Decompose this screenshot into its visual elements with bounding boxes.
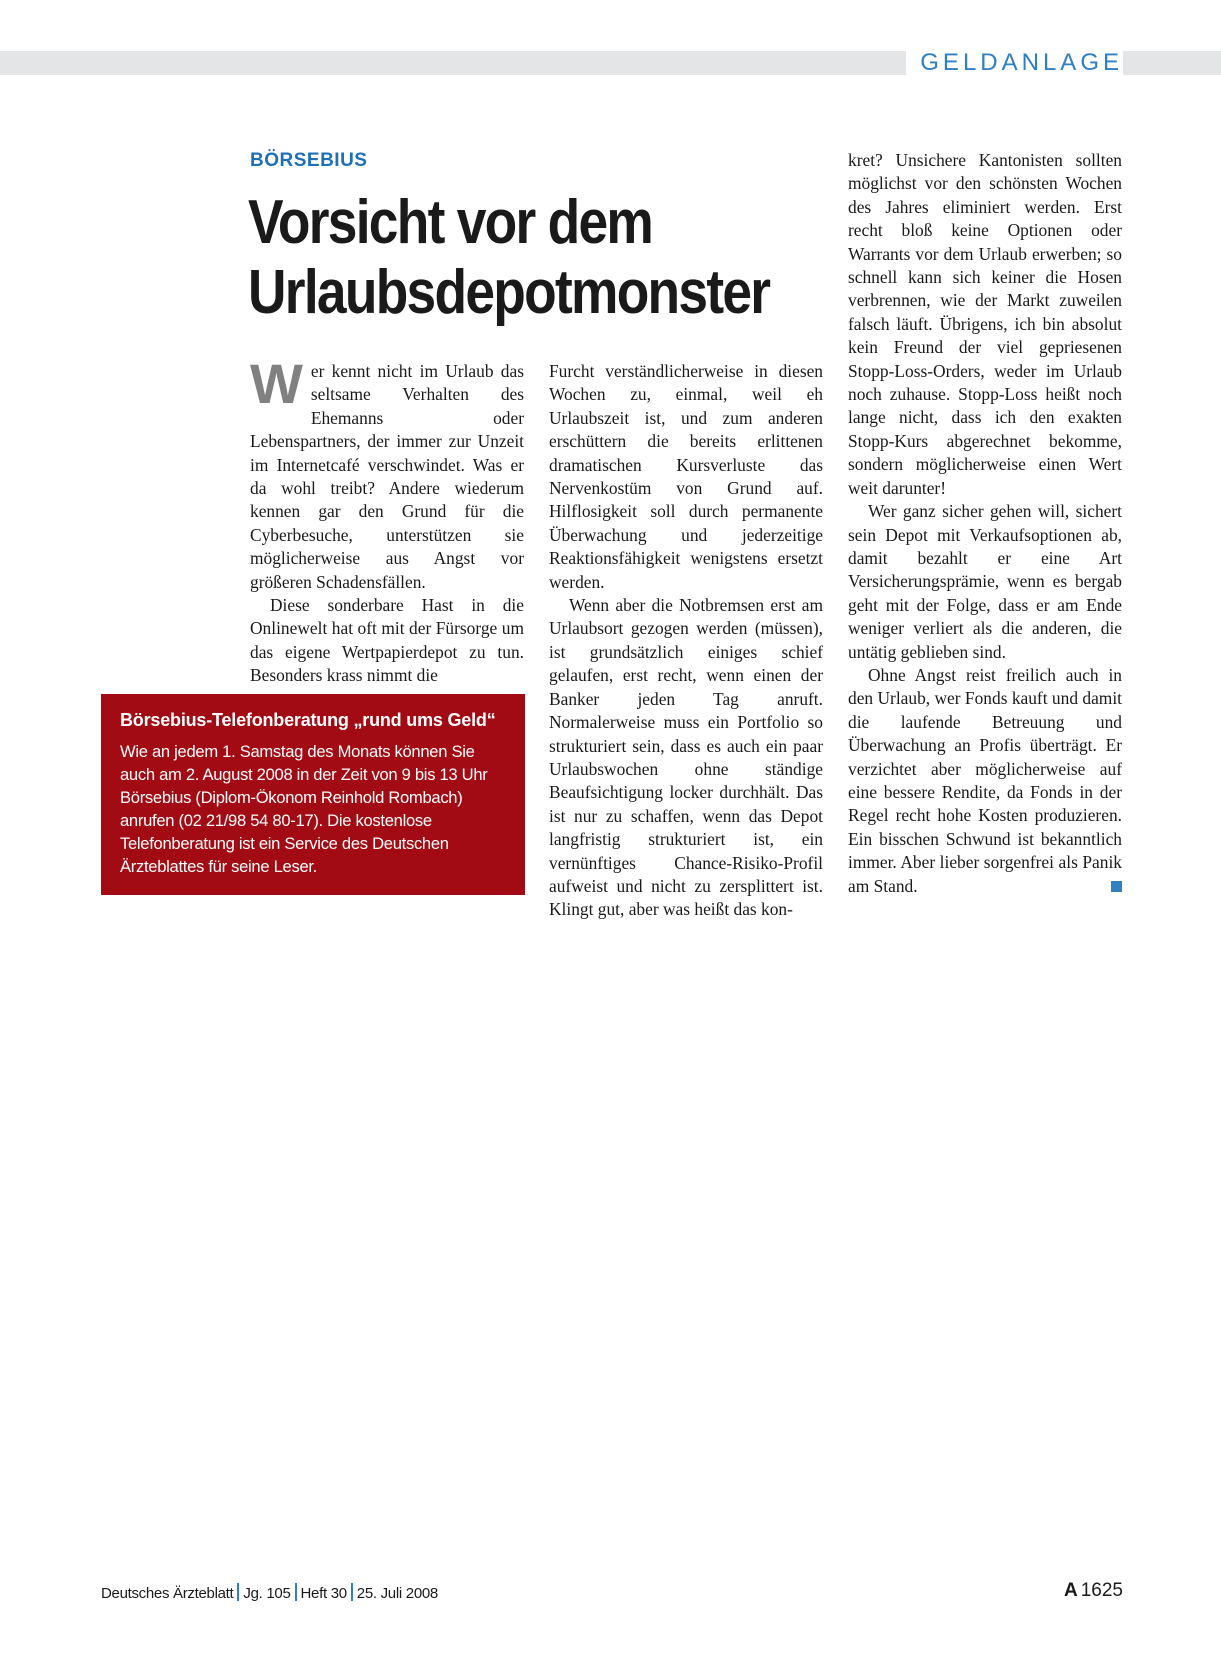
paragraph-text: er kennt nicht im Urlaub das seltsame Verhalten des Ehemanns oder Lebenspartners, der immer zur Unzeit im Internetcafé verschwindet. Was er da wohl treibt? Andere wiederum kennen gar den Grund für die Cyberbesuche, unterstützen sie möglicherweise aus Angst vor größeren Schadensfällen. bbox=[250, 361, 524, 592]
page-prefix: A bbox=[1063, 1580, 1078, 1601]
footer-separator bbox=[351, 1583, 353, 1601]
footer-separator bbox=[237, 1583, 239, 1601]
drop-cap: W bbox=[250, 352, 303, 415]
info-box-title: Börsebius-Telefonberatung „rund ums Geld“ bbox=[120, 710, 496, 730]
headline-line-2: Urlaubsdepotmonster bbox=[248, 258, 770, 327]
info-box-text: Wie an jedem 1. Samstag des Monats können Sie auch am 2. August 2008 in der Zeit von 9 bis 13 Uhr Börsebius (Diplom-Ökonom Reinhold Rombach) anrufen (02 21/98 54 80-17). Die kostenlose Telefonberatung ist ein Service des Deutschen Ärzteblattes für seine Leser. bbox=[120, 742, 488, 876]
paragraph: Wenn aber die Notbremsen erst am Urlaubsort gezogen werden (müssen), ist grundsätzlich einiges schief gelaufen, erst recht, wenn einen der Banker jeden Tag anruft. Normalerweise muss ein Portfolio so strukturiert sein, dass es auch ein paar Urlaubswochen ohne ständige Beaufsichtigung locker durchhält. Das ist nur zu schaffen, wenn das Depot langfristig strukturiert ist, ein vernünftiges Chance-Risiko-Profil aufweist und nicht zu zersplittert ist. Klingt gut, aber was heißt das kon- bbox=[549, 595, 823, 920]
footer-publication: Deutsches Ärzteblatt bbox=[101, 1585, 234, 1602]
article-headline bbox=[248, 188, 770, 328]
info-box bbox=[101, 694, 525, 895]
end-mark-icon bbox=[1111, 881, 1122, 892]
headline-line-1: Vorsicht vor dem bbox=[248, 188, 653, 257]
footer-volume: Jg. 105 bbox=[243, 1585, 291, 1602]
article-column-2 bbox=[549, 360, 823, 922]
article-column-3 bbox=[848, 149, 1122, 898]
section-label: GELDANLAGE bbox=[906, 47, 1123, 79]
paragraph: Furcht verständlicherweise in diesen Wochen zu, einmal, weil eh Urlaubszeit ist, und zum anderen erschüttern die bereits erlittenen dramatischen Kursverluste das Nervenkostüm von Grund auf. Hilflosigkeit soll durch permanente Überwachung und jederzeitige Reaktionsfähigkeit wenigstens ersetzt werden. bbox=[549, 361, 823, 592]
paragraph bbox=[848, 664, 1122, 898]
page-number-value: 1625 bbox=[1080, 1580, 1123, 1601]
footer-issue: Heft 30 bbox=[300, 1585, 347, 1602]
paragraph-text: Ohne Angst reist freilich auch in den Urlaub, wer Fonds kauft und damit die laufende Betreuung und Überwachung an Profis überträgt. Er verzichtet aber möglicherweise auf eine bessere Rendite, da Fonds in der Regel recht hohe Kosten produzieren. Ein bisschen Schwund ist bekanntlich immer. Aber lieber sorgenfrei als Panik am Stand. bbox=[848, 664, 1122, 896]
paragraph: kret? Unsichere Kantonisten sollten möglichst vor den schönsten Wochen des Jahres eliminiert werden. Erst recht bloß keine Optionen oder Warrants vor dem Urlaub erwerben; so schnell kann sich keiner die Hosen verbrennen, wie der Markt zuweilen falsch läuft. Übrigens, ich bin absolut kein Freund der viel gepriesenen Stopp-Loss-Orders, weder im Urlaub noch zuhause. Stopp-Loss heißt noch lange nicht, dass ich den exakten Stopp-Kurs abgerechnet bekomme, sondern möglicherweise einen Wert weit darunter! bbox=[848, 150, 1122, 498]
article-kicker: BÖRSEBIUS bbox=[250, 150, 368, 171]
footer-date: 25. Juli 2008 bbox=[356, 1585, 438, 1602]
page-number bbox=[1064, 1580, 1123, 1602]
footer-citation bbox=[101, 1583, 438, 1602]
footer-separator bbox=[295, 1583, 297, 1601]
paragraph: Diese sonderbare Hast in die Onlinewelt hat oft mit der Fürsorge um das eigene Wertpapierdepot zu tun. Besonders krass nimmt die bbox=[250, 595, 524, 686]
paragraph: Wer ganz sicher gehen will, sichert sein Depot mit Verkaufsoptionen ab, damit bezahlt er eine Art Versicherungsprämie, wenn es bergab geht mit der Folge, dass er am Ende weniger verliert als die anderen, die untätig geblieben sind. bbox=[848, 501, 1122, 662]
article-column-1 bbox=[250, 352, 524, 688]
paragraph bbox=[250, 352, 524, 594]
